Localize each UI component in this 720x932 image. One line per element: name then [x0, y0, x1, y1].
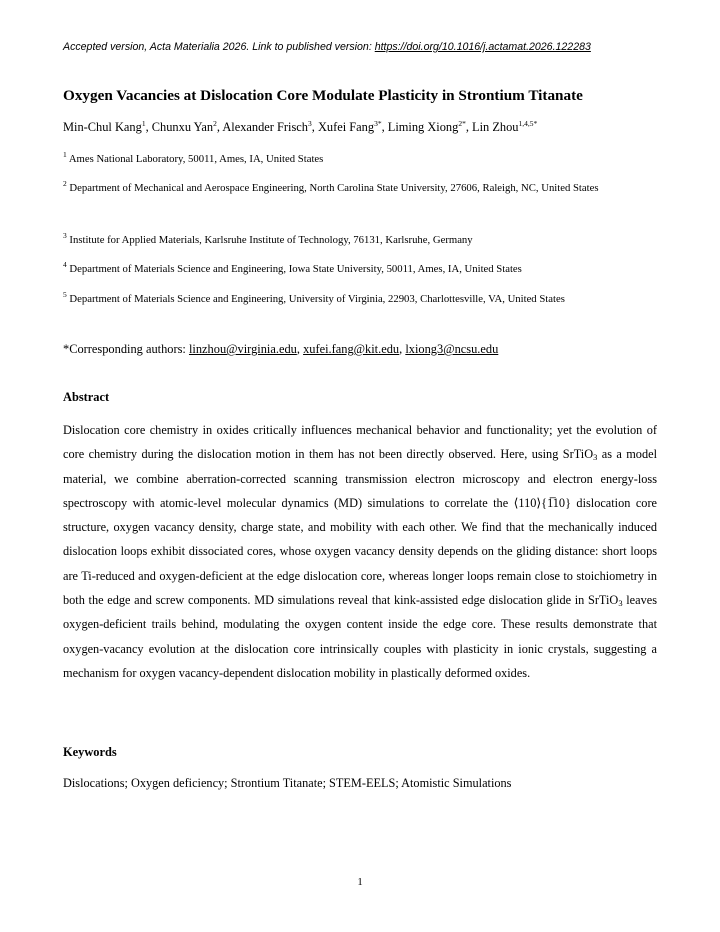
affiliation-text: Department of Materials Science and Engineering, Iowa State University, 50011, Ames, IA, United States — [69, 263, 522, 275]
abstract-text-part: leaves oxygen-deficient trails behind, modulating the oxygen content inside the edge core. These results demonstrate that oxygen-vacancy evolution at the dislocation core intrinsically couples with plasticity in ionic crystals, suggesting a mechanism for oxygen vacancy-dependent dislocation mobility in plastically deformed oxides. — [63, 593, 657, 680]
abstract-heading: Abstract — [63, 390, 110, 404]
author-affiliation-marker: 1,4,5* — [518, 119, 538, 128]
author-name: Min-Chul Kang — [63, 120, 142, 134]
author-name: Alexander Frisch — [222, 120, 309, 134]
author-affiliation-marker: 2 — [213, 119, 217, 128]
author-list: Min-Chul Kang$^1$, Chunxu Yan$^2$, Alexander Frisch$^3$, Xufei Fang$^{3*}$, Liming Xiong$^{2*}$, Lin Zhou$^{1,4,5*}$ — [63, 119, 538, 134]
author-affiliation-marker: 2* — [458, 119, 466, 128]
affiliation-4 — [63, 258, 663, 280]
affiliation-number: 1 — [63, 150, 67, 159]
author-name: Chunxu Yan — [151, 120, 214, 134]
abstract-text-part: as a model material, we combine aberration-corrected scanning transmission electron microscopy and electron energy-loss spectroscopy with atomic-level molecular dynamics (MD) simulations to correlate the ⟨110⟩{1̅10} dislocation core structure, oxygen vacancy density, charge state, and mobility with each other. We find that the mechanically induced dislocation loops exhibit dissociated cores, whose oxygen vacancy density depends on the gliding distance: short loops are Ti-reduced and oxygen-deficient at the edge dislocation core, whereas longer loops remain close to stoichiometry in both the edge and screw components. MD simulations reveal that kink-assisted edge dislocation glide in SrTiO — [63, 447, 657, 608]
corresponding-authors — [63, 342, 498, 357]
affiliation-number: 5 — [63, 290, 67, 299]
abstract-text-part: Dislocation core chemistry in oxides critically influences mechanical behavior and functionality; yet the evolution of core chemistry during the dislocation motion in them has not been directly observed. Here, using SrTiO — [63, 423, 657, 462]
notice-text: Accepted version, Acta Materialia 2026. Link to published version: — [63, 41, 375, 53]
page-number: 1 — [357, 876, 363, 888]
publication-notice — [63, 41, 591, 53]
email-link[interactable]: linzhou@virginia.edu — [188, 342, 297, 356]
affiliation-number: 3 — [63, 231, 67, 240]
affiliation-text: Department of Mechanical and Aerospace Engineering, North Carolina State University, 27606, Raleigh, NC, United States — [69, 182, 599, 194]
author-affiliation-marker: 3* — [374, 119, 382, 128]
author-affiliation-marker: 3 — [308, 119, 312, 128]
email-separator: , — [296, 342, 304, 356]
affiliation-2 — [63, 177, 663, 199]
email-link[interactable]: xufei.fang@kit.edu — [303, 342, 400, 356]
corresponding-label: *Corresponding authors: — [63, 342, 189, 356]
affiliation-text: Institute for Applied Materials, Karlsruhe Institute of Technology, 76131, Karlsruhe, Germany — [69, 234, 473, 246]
keywords-text: Dislocations; Oxygen deficiency; Strontium Titanate; STEM-EELS; Atomistic Simulations — [63, 776, 512, 790]
author-affiliation-marker: 1 — [141, 119, 146, 128]
affiliation-text: Department of Materials Science and Engineering, University of Virginia, 22903, Charlottesville, VA, United States — [69, 293, 565, 305]
affiliation-3 — [63, 229, 663, 251]
author-name: Liming Xiong — [387, 120, 459, 134]
abstract-text — [63, 418, 657, 685]
email-separator: , — [399, 342, 406, 356]
subscript: 3 — [618, 598, 623, 609]
affiliation-text: Ames National Laboratory, 50011, Ames, IA, United States — [68, 153, 324, 165]
author-name: Xufei Fang — [317, 120, 375, 134]
affiliation-5 — [63, 288, 663, 310]
affiliation-number: 2 — [63, 179, 67, 188]
doi-link[interactable]: https://doi.org/10.1016/j.actamat.2026.122283 — [374, 41, 591, 53]
keywords-heading: Keywords — [63, 745, 117, 759]
author-name: Lin Zhou — [472, 120, 519, 134]
email-link[interactable]: lxiong3@ncsu.edu — [405, 342, 499, 356]
subscript: 3 — [593, 452, 598, 463]
affiliation-1 — [63, 148, 663, 170]
paper-title: Oxygen Vacancies at Dislocation Core Modulate Plasticity in Strontium Titanate — [63, 87, 583, 104]
affiliation-number: 4 — [63, 260, 67, 269]
